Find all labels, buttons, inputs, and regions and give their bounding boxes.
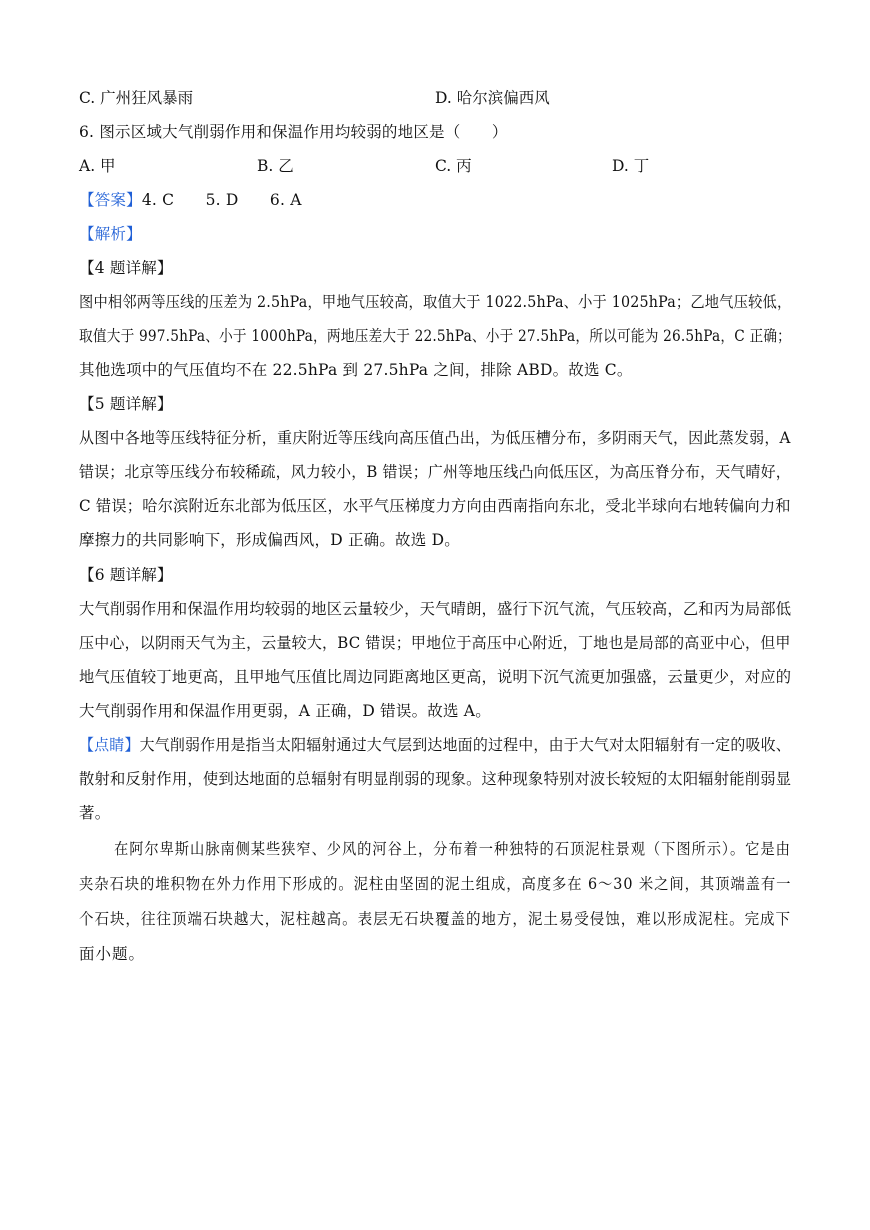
q6-detail-line: 地气压值较丁地更高，且甲地气压值比周边同距离地区更高，说明下沉气流更加强盛，云量更少，对应的 [79,668,792,686]
q6-detail-line: 大气削弱作用和保温作用更弱，A 正确，D 错误。故选 A。 [79,702,491,720]
answer-tag: 【答案】 [79,191,142,209]
q4-detail-line: 取值大于 997.5hPa、小于 1000hPa，两地压差大于 22.5hPa、小于 27.5hPa，所以可能为 26.5hPa，C 正确； [79,327,792,345]
q6-stem: 6. 图示区域大气削弱作用和保温作用均较弱的地区是（ ） [79,123,508,141]
q6-option-c: C. 丙 [435,157,472,175]
tip-tag: 【点睛】 [79,736,140,754]
q4-detail-heading: 【4 题详解】 [79,259,173,277]
q5-detail-line: C 错误；哈尔滨附近东北部为低压区，水平气压梯度力方向由西南指向东北，受北半球向右地转偏向力和 [79,497,791,515]
q6-option-d: D. 丁 [612,157,650,175]
q6-detail-line: 大气削弱作用和保温作用均较弱的地区云量较少，天气晴朗，盛行下沉气流，气压较高，乙和丙为局部低 [79,600,792,618]
answer-line [79,183,791,217]
q5-detail-line: 错误；北京等压线分布较稀疏，风力较小，B 错误；广州等地压线凸向低压区，为高压脊分布，天气晴好， [79,463,791,481]
q5-detail-heading: 【5 题详解】 [79,395,173,413]
q4-detail-line: 图中相邻两等压线的压差为 2.5hPa，甲地气压较高，取值大于 1022.5hPa、小于 1025hPa；乙地气压较低， [79,293,792,311]
tip-text: 大气削弱作用是指当太阳辐射通过大气层到达地面的过程中，由于大气对太阳辐射有一定的吸收、 [139,736,791,754]
passage-line: 在阿尔卑斯山脉南侧某些狭窄、少风的河谷上，分布着一种独特的石顶泥柱景观（下图所示）。它是由 [114,840,791,858]
passage-line: 夹杂石块的堆积物在外力作用下形成的。泥柱由坚固的泥土组成，高度多在 6～30 米之间，其顶端盖有一 [79,875,792,893]
passage-line: 个石块，往往顶端石块越大，泥柱越高。表层无石块覆盖的地方，泥土易受侵蚀，难以形成泥柱。完成下 [79,910,792,928]
tip-line [79,728,791,762]
q5-option-c: C. 广州狂风暴雨 [79,89,194,107]
analysis-tag: 【解析】 [79,225,142,243]
q5-detail-line: 摩擦力的共同影响下，形成偏西风，D 正确。故选 D。 [79,531,460,549]
q4-detail-line: 其他选项中的气压值均不在 22.5hPa 到 27.5hPa 之间，排除 ABD。故选 C。 [79,361,633,379]
tip-line: 著。 [79,804,111,822]
q5-detail-line: 从图中各地等压线特征分析，重庆附近等压线向高压值凸出，为低压槽分布，多阴雨天气，因此蒸发弱，A [79,429,791,447]
q6-detail-heading: 【6 题详解】 [79,566,173,584]
passage-line: 面小题。 [79,945,146,963]
tip-line: 散射和反射作用，使到达地面的总辐射有明显削弱的现象。这种现象特别对波长较短的太阳辐射能削弱显 [79,770,792,788]
answer-text: 4. C 5. D 6. A [141,191,302,209]
q6-detail-line: 压中心，以阴雨天气为主，云量较大，BC 错误；甲地位于高压中心附近，丁地也是局部的高亚中心，但甲 [79,634,791,652]
q6-option-a: A. 甲 [79,157,116,175]
q5-option-d: D. 哈尔滨偏西风 [435,89,550,107]
q6-option-b: B. 乙 [257,157,294,175]
